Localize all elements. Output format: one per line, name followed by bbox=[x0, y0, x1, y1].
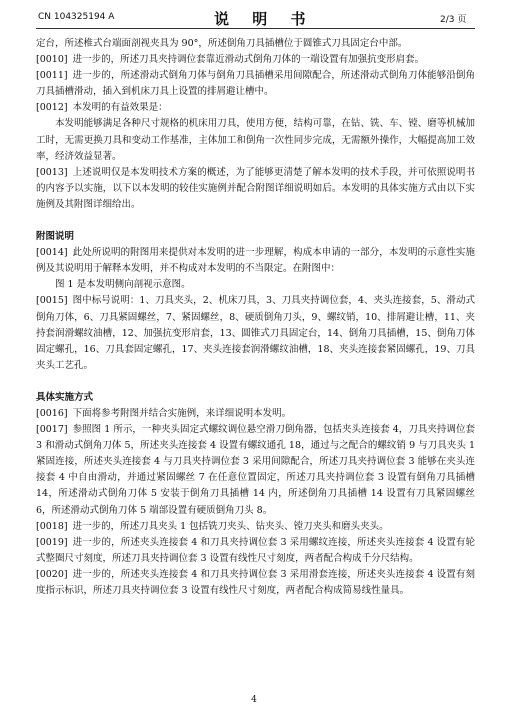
paragraph-number: [0019] bbox=[36, 536, 68, 548]
paragraph-number: [0016] bbox=[36, 407, 68, 419]
paragraph-text: 此处所说明的附图用来提供对本发明的进一步理解，构成本申请的一部分，本发明的示意性实施例及其说明用于解释本发明，并不构成对本发明的不当限定。在附图中： bbox=[36, 247, 475, 275]
numbered-paragraph bbox=[36, 293, 475, 373]
section-gap bbox=[36, 374, 475, 390]
numbered-paragraph bbox=[36, 535, 475, 567]
paragraph-number: [0015] bbox=[36, 295, 68, 307]
paragraph-number: [0011] bbox=[36, 70, 68, 82]
numbered-paragraph bbox=[36, 245, 475, 277]
page-number: 4 bbox=[251, 695, 257, 705]
paragraph-text: 图中标号说明：1、刀具夹头，2、机床刀具，3、刀具夹持调位套，4、夹头连接套，5、滑动式倒角刀体，6、刀具紧固螺丝，7、紧固螺丝，8、硬质倒角刀头，9、螺纹销，10、排屑避让槽，11、夹持套润滑螺纹油槽，12、加强抗变形肩套，13、圆锥式刀具固定台，14、倒角刀具插槽，15、倒角刀体固定螺孔，16、刀具套固定螺孔，17、夹头连接套润滑螺纹油槽，18、夹头连接套紧固螺孔，19、刀具夹头工艺孔。 bbox=[36, 295, 475, 371]
continued-paragraph: 定台，所述椎式台端面剖视夹具为 90°，所述倒角刀具插槽位于圆锥式刀具固定台中部。 bbox=[36, 38, 408, 49]
paragraph-number: [0017] bbox=[36, 424, 68, 436]
paragraph-number: [0014] bbox=[36, 247, 68, 259]
paragraph-text: 进一步的，所述刀具夹持调位套靠近滑动式倒角刀体的一端设置有加强抗变形肩套。 bbox=[72, 54, 425, 66]
paragraph-text: 进一步的，所述夹头连接套 4 和刀具夹持调位套 3 采用螺纹连接，所述夹头连接套 4 设置有轮式整圈尺寸刻度，所述刀具夹持调位套 3 设置有线性尺寸刻度，两者配合构成千分尺结构。 bbox=[36, 536, 475, 564]
section-gap bbox=[36, 213, 475, 229]
paragraph-text: 上述说明仅是本发明技术方案的概述，为了能够更清楚了解本发明的技术手段，并可依照说明书的内容予以实施，以下以本发明的较佳实施例并配合附图详细说明如后。本发明的具体实施方式由以下实施例及其附图详细给出。 bbox=[36, 166, 475, 210]
paragraph-text: 进一步的，所述夹头连接套 4 和刀具夹持调位套 3 采用滑套连接，所述夹头连接套 4 设置有刻度指示标识，所述刀具夹持调位套 3 设置有线性尺寸刻度，两者配合构成简易线性量具。 bbox=[36, 568, 475, 596]
paragraph-number: [0018] bbox=[36, 520, 68, 532]
numbered-paragraph bbox=[36, 567, 475, 599]
paragraph-number: [0010] bbox=[36, 54, 68, 66]
indented-paragraph: 图 1 是本发明侧向剖视示意图。 bbox=[55, 279, 191, 291]
numbered-paragraph bbox=[36, 519, 475, 535]
numbered-paragraph bbox=[36, 406, 475, 422]
paragraph-text: 下面将参考附图并结合实施例，来详细说明本发明。 bbox=[72, 407, 292, 419]
paragraph-text: 进一步的，所述滑动式倒角刀体与倒角刀具插槽采用间隙配合，所述滑动式倒角刀体能够沿倒角刀具插槽滑动，插入到机床刀具上设置的排屑避让槽中。 bbox=[36, 70, 475, 98]
paragraph-text: 进一步的，所述刀具夹头 1 包括铣刀夹头、钻夹头、镗刀夹头和磨头夹头。 bbox=[72, 520, 389, 532]
paragraph-number: [0013] bbox=[36, 166, 68, 178]
numbered-paragraph bbox=[36, 422, 475, 519]
document-title: 说 明 书 bbox=[214, 10, 315, 28]
document-body bbox=[36, 36, 475, 599]
section-heading: 具体实施方式 bbox=[36, 391, 94, 403]
numbered-paragraph bbox=[36, 165, 475, 213]
paragraph-text: 参照图 1 所示，一种夹头固定式螺纹调位悬空滑刀倒角器，包括夹头连接套 4，刀具夹持调位套 3 和滑动式倒角刀体 5，所述夹头连接套 4 设置有螺纹通孔 18，通过与之配合的螺纹销 9 与刀具夹头 1 紧固连接，所述夹头连接套 4 与刀具夹持调位套 3 采用间隙配合，所述刀具夹持调位套 3 能够在夹头连接套 4 中自由滑动，并通过紧固螺丝 7 在任意位置固定，所述刀具夹持调位套 3 设置有倒角刀具插槽 14，所述滑动式倒角刀体 5 安装于倒角刀具插槽 14 内，所述倒角刀具插槽 14 设置有刀具紧固螺丝 6，所述滑动式倒角刀体 5 端部设置有硬质倒角刀头 8。 bbox=[36, 424, 475, 516]
page-header bbox=[0, 0, 508, 30]
paragraph-number: [0012] bbox=[36, 102, 68, 114]
numbered-paragraph bbox=[36, 100, 475, 116]
publication-number: CN 104325194 A bbox=[38, 12, 115, 22]
numbered-paragraph bbox=[36, 68, 475, 100]
section-heading: 附图说明 bbox=[36, 231, 75, 243]
indented-paragraph: 本发明能够满足各种尺寸规格的机床用刀具，使用方便，结构可靠，在钻、铣、车、镗、磨等机械加工时，无需更换刀具和变动工作基准，主体加工和倒角一次性同步完成，无需额外操作，大幅提高加工效率，经济效益显著。 bbox=[36, 118, 475, 162]
numbered-paragraph bbox=[36, 52, 475, 68]
paragraph-text: 本发明的有益效果是： bbox=[72, 102, 168, 114]
page-indicator: 2/3 页 bbox=[440, 15, 467, 25]
paragraph-number: [0020] bbox=[36, 568, 68, 580]
header-rule bbox=[36, 28, 475, 29]
